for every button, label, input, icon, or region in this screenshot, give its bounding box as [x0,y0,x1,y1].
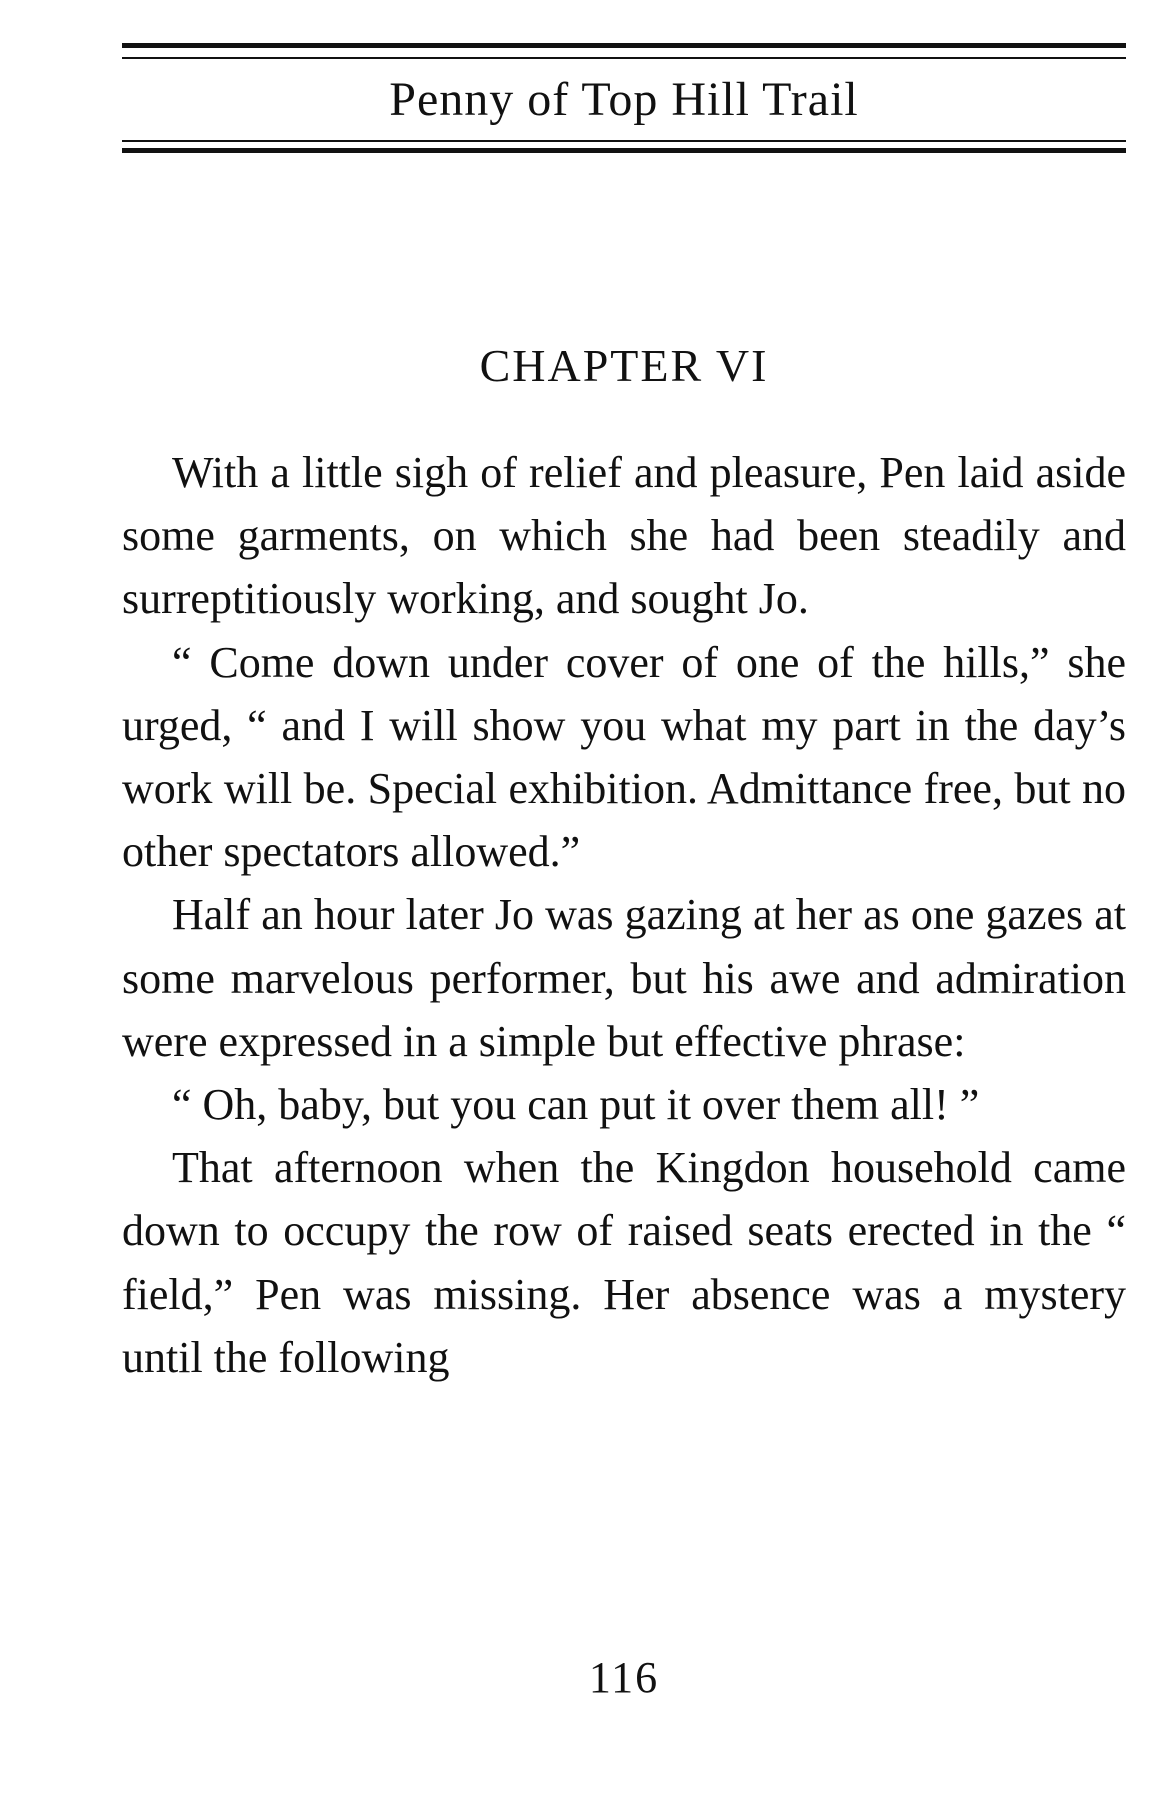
body-text [122,441,1126,1389]
header-rule-top-thin [122,57,1126,59]
page-number: 116 [588,1653,660,1702]
paragraph: “ Come down under cover of one of the hills,” she urged, “ and I will show you what my part in the day’s work will be. Special exhibition. Admittance free, but no other spectators allowed.” [122,637,1126,877]
header-rule-bottom-thick [122,148,1126,153]
header-rule-bottom-thin [122,140,1126,142]
paragraph: “ Oh, baby, but you can put it over them all! ” [172,1080,980,1130]
paragraph: Half an hour later Jo was gazing at her as one gazes at some marvelous performer, but his awe and admiration were expressed in a simple but effective phrase: [122,890,1126,1066]
header-rule-top-thick [122,43,1126,48]
paragraph: With a little sigh of relief and pleasure, Pen laid aside some garments, on which she had been steadily and surreptitiously working, and sought Jo. [122,448,1126,624]
chapter-heading: CHAPTER VI [479,340,769,391]
running-head: Penny of Top Hill Trail [389,73,859,126]
paragraph: That afternoon when the Kingdon household came down to occupy the row of raised seats erected in the “ field,” Pen was missing. Her absence was a mystery until the following [122,1143,1126,1382]
